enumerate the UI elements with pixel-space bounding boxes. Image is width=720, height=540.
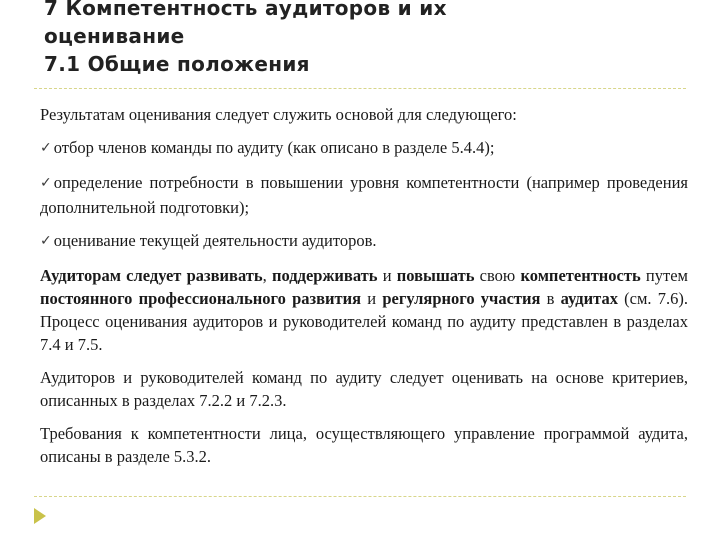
bold-text: Аудиторам следует развивать xyxy=(40,266,263,285)
title-line-2: оценивание xyxy=(44,24,185,48)
plain-text: путем xyxy=(640,266,688,285)
slide-body xyxy=(40,103,688,478)
plain-text: и xyxy=(377,266,397,285)
paragraph-development xyxy=(40,264,688,356)
plain-text: свою xyxy=(474,266,521,285)
bullet-text: определение потребности в повышении уровня компетентности (например проведения дополнительной подготовки); xyxy=(40,173,688,217)
bold-text: регулярного участия xyxy=(382,289,541,308)
bold-text: аудитах xyxy=(560,289,618,308)
check-icon: ✓ xyxy=(40,233,52,249)
title-line-1: 7 Компетентность аудиторов и их xyxy=(44,0,447,20)
bullet-text: оценивание текущей деятельности аудиторов. xyxy=(53,231,377,250)
intro-text: Результатам оценивания следует служить основой для следующего: xyxy=(40,105,517,124)
plain-text: в xyxy=(540,289,561,308)
bullet-text: отбор членов команды по аудиту (как описано в разделе 5.4.4); xyxy=(53,138,495,157)
plain-text: , xyxy=(262,266,272,285)
bold-text: постоянного профессионального развития xyxy=(40,289,362,308)
check-icon: ✓ xyxy=(40,140,52,156)
paragraph-evaluation: Аудиторов и руководителей команд по аудиту следует оценивать на основе критериев, описанных в разделах 7.2.2 и 7.2.3. xyxy=(40,368,688,410)
paragraph-requirements: Требования к компетентности лица, осуществляющего управление программой аудита, описаны в разделе 5.3.2. xyxy=(40,424,688,466)
slide-title xyxy=(44,0,684,78)
plain-text: (см. 7.6). Процесс оценивания аудиторов и руководителей команд по аудиту представлен в разделах 7.4 и 7.5. xyxy=(40,289,688,354)
bold-text: поддерживать xyxy=(271,266,378,285)
bold-text: повышать xyxy=(396,266,475,285)
bullet-item xyxy=(40,171,688,219)
plain-text: и xyxy=(361,289,383,308)
bullet-item xyxy=(40,229,688,254)
title-line-3: 7.1 Общие положения xyxy=(44,52,310,76)
triangle-arrow-icon xyxy=(34,508,46,524)
bottom-divider xyxy=(34,496,686,497)
bold-text: компетентность xyxy=(520,266,641,285)
top-divider xyxy=(34,88,686,89)
bullet-item xyxy=(40,136,688,161)
check-icon: ✓ xyxy=(40,175,52,191)
